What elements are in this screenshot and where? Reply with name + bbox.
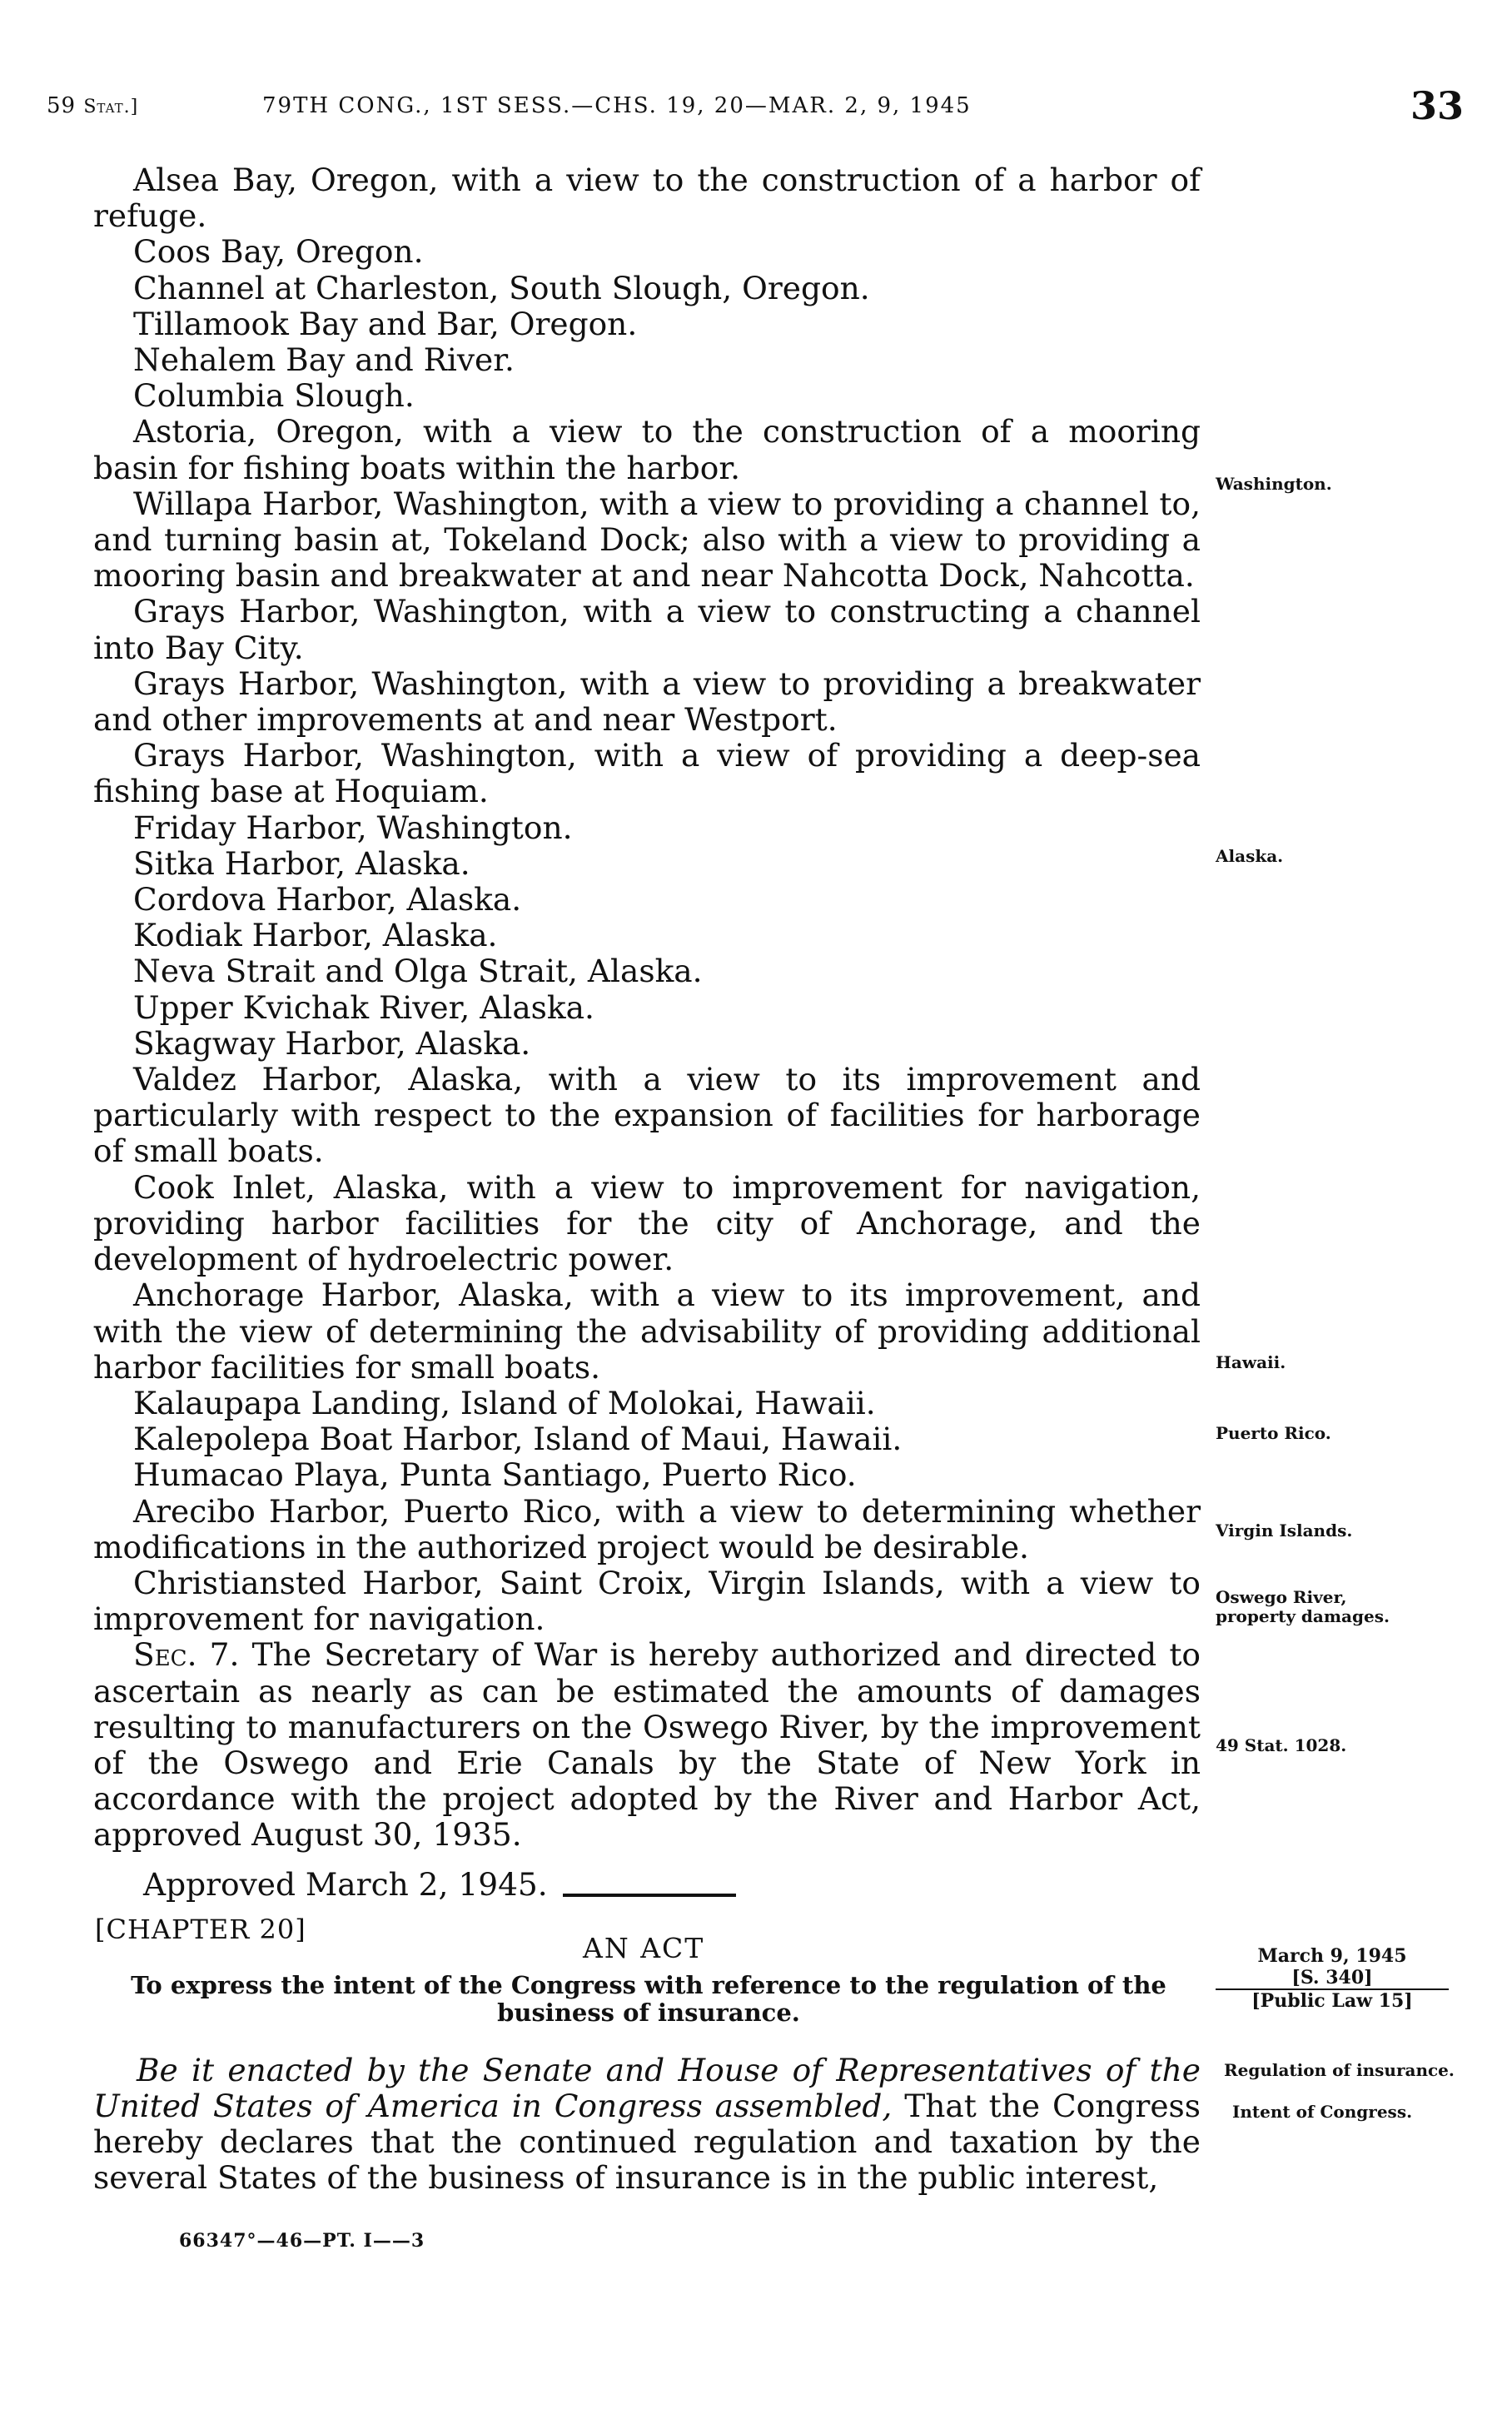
paragraph: Humacao Playa, Punta Santiago, Puerto Rico. [133, 1456, 857, 1494]
margin-note-stat-ref: 49 Stat. 1028. [1216, 1735, 1347, 1755]
margin-note-oswego: Oswego River, property damages. [1216, 1587, 1390, 1626]
act-title: AN ACT [583, 1932, 705, 1964]
paragraph: Arecibo Harbor, Puerto Rico, with a view to determining whether modifications in the authorized project would be desirable. [93, 1492, 1201, 1565]
paragraph: Channel at Charleston, South Slough, Oregon. [133, 269, 870, 306]
header-stat-label: Stat.] [83, 97, 139, 117]
paragraph: Tillamook Bay and Bar, Oregon. [133, 305, 638, 342]
approved-line: Approved March 2, 1945. [143, 1865, 548, 1903]
paragraph: Kalaupapa Landing, Island of Molokai, Hawaii. [133, 1384, 876, 1421]
act-public-law: [Public Law 15] [1251, 1990, 1413, 2012]
paragraph: Christiansted Harbor, Saint Croix, Virgin Islands, with a view to improvement for navigation. [93, 1564, 1201, 1638]
margin-note-hawaii: Hawaii. [1216, 1352, 1286, 1372]
paragraph: Astoria, Oregon, with a view to the construction of a mooring basin for fishing boats within the harbor. [93, 413, 1201, 486]
paragraph: Grays Harbor, Washington, with a view to providing a breakwater and other improvements at and near Westport. [93, 664, 1201, 739]
paragraph: Cook Inlet, Alaska, with a view to improvement for navigation, providing harbor facilities for the city of Anchorage, and the development of hydroelectric power. [93, 1168, 1201, 1278]
chapter-label: [CHAPTER 20] [95, 1914, 306, 1945]
paragraph: Kalepolepa Boat Harbor, Island of Maui, Hawaii. [133, 1421, 903, 1458]
margin-note-regulation: Regulation of insurance. [1224, 2060, 1455, 2080]
act-description: To express the intent of the Congress with reference to the regulation of the business of insurance. [131, 1971, 1166, 2027]
paragraph: Neva Strait and Olga Strait, Alaska. [133, 953, 703, 990]
paragraph: Kodiak Harbor, Alaska. [133, 917, 498, 954]
paragraph: Nehalem Bay and River. [133, 341, 515, 379]
page-number: 33 [1410, 83, 1464, 128]
enacting-body: That the Congress hereby declares that the continued regulation and taxation by the several States of the business of insurance is in the public interest, [93, 2088, 1201, 2196]
paragraph: Upper Kvichak River, Alaska. [133, 988, 594, 1026]
paragraph: Friday Harbor, Washington. [133, 809, 573, 846]
header-session: 79TH CONG., 1ST SESS.—CHS. 19, 20—MAR. 2, 9, 1945 [262, 93, 972, 118]
paragraph: Grays Harbor, Washington, with a view to constructing a channel into Bay City. [93, 593, 1201, 666]
enacting-clause: Be it enacted by the Senate and House of Representatives of the United States of America in Congress assembled, [93, 2052, 1201, 2124]
paragraph: Anchorage Harbor, Alaska, with a view to its improvement, and with the view of determining the advisability of providing additional harbor facilities for small boats. [93, 1277, 1201, 1386]
header-stat-citation [47, 93, 138, 118]
act-bill-number: [S. 340] [1216, 1967, 1449, 1990]
paragraph: Sitka Harbor, Alaska. [133, 844, 470, 882]
margin-note-intent: Intent of Congress. [1232, 2102, 1413, 2122]
paragraph: Willapa Harbor, Washington, with a view to providing a channel to, and turning basin at, Tokeland Dock; also with a view to providing a mooring basin and breakwater at and near Nahcotta Dock, Nahcotta. [93, 485, 1201, 595]
paragraph: Skagway Harbor, Alaska. [133, 1024, 531, 1062]
act-reference-box [1207, 1945, 1457, 2012]
main-text [93, 162, 1201, 1903]
paragraph: Valdez Harbor, Alaska, with a view to its improvement and particularly with respect to the expansion of facilities for harborage of small boats. [93, 1061, 1201, 1170]
margin-note-puerto-rico: Puerto Rico. [1216, 1423, 1331, 1443]
footer-print-code: 66347°—46—PT. I——3 [179, 2230, 425, 2252]
section-divider [563, 1894, 736, 1897]
section-7 [93, 1637, 1201, 1853]
paragraph: Alsea Bay, Oregon, with a view to the construction of a harbor of refuge. [93, 162, 1201, 235]
margin-note-washington: Washington. [1216, 474, 1332, 494]
enacting-paragraph [93, 2053, 1201, 2196]
paragraph: Grays Harbor, Washington, with a view of providing a deep-sea fishing base at Hoquiam. [93, 737, 1201, 810]
margin-note-alaska: Alaska. [1216, 846, 1284, 866]
act-date: March 9, 1945 [1257, 1945, 1407, 1967]
paragraph: Cordova Harbor, Alaska. [133, 881, 522, 918]
section-7-text: The Secretary of War is hereby authorized and directed to ascertain as nearly as can be estimated the amounts of damages resulting to manufacturers on the Oswego River, by the improvement of the Oswego and Erie Canals by the State of New York in accordance with the project adopted by the River and Harbor Act, approved August 30, 1935. [93, 1636, 1201, 1854]
paragraph: Columbia Slough. [133, 377, 415, 415]
margin-note-virgin-islands: Virgin Islands. [1216, 1521, 1353, 1540]
paragraph: Coos Bay, Oregon. [133, 233, 424, 271]
section-7-label: Sec. 7. [133, 1636, 240, 1674]
header-stat-number: 59 [47, 93, 77, 118]
